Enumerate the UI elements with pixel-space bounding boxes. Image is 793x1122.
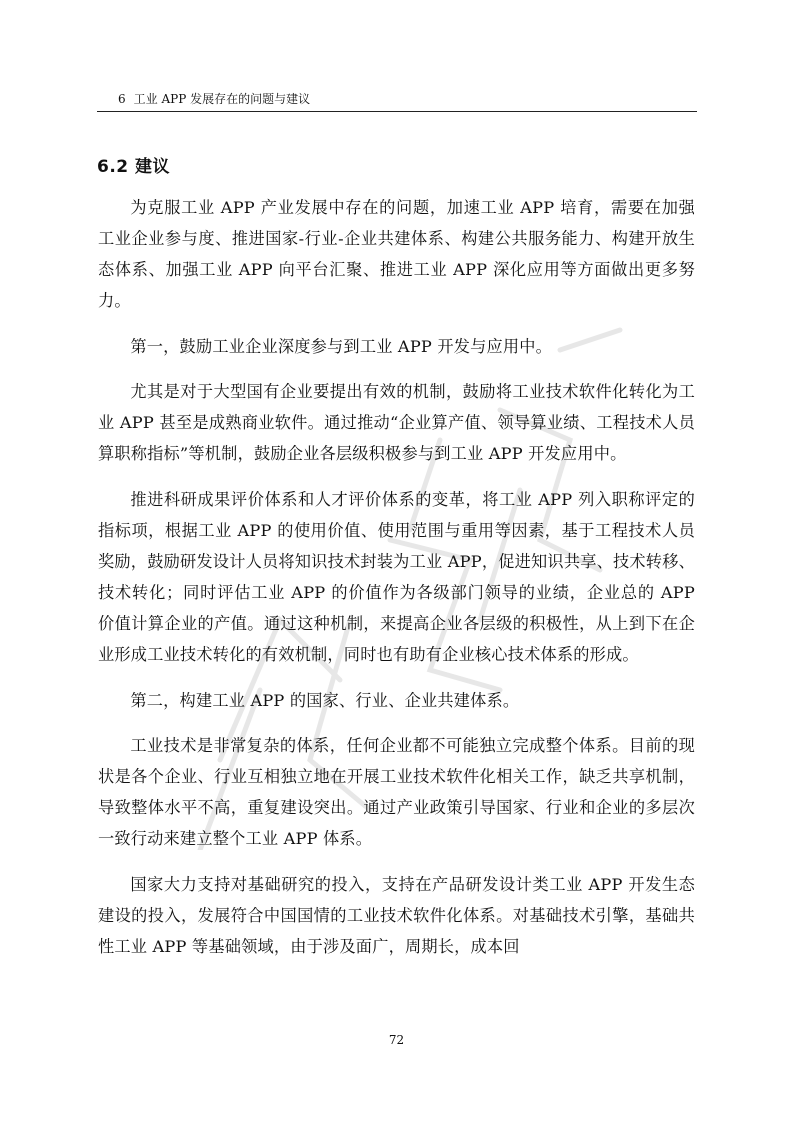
paragraph: 工业技术是非常复杂的体系，任何企业都不可能独立完成整个体系。目前的现状是各个企业、行业互相独立地在开展工业技术软件化相关工作，缺乏共享机制，导致整体水平不高，重复建设突出。通过产业政策引导国家、行业和企业的多层次一致行动来建立整个工业 APP 体系。 <box>98 736 695 848</box>
header-chapter-title: 工业 APP 发展存在的问题与建议 <box>133 92 311 106</box>
paragraph-point-one: 第一，鼓励工业企业深度参与到工业 APP 开发与应用中。 <box>130 337 553 356</box>
running-header <box>97 91 697 107</box>
header-chapter-number: 6 <box>118 92 126 106</box>
page-number: 72 <box>388 1033 405 1047</box>
paragraph: 为克服工业 APP 产业发展中存在的问题，加速工业 APP 培育，需要在加强工业企业参与度、推进国家-行业-企业共建体系、构建公共服务能力、构建开放生态体系、加强工业 APP 向平台汇聚、推进工业 APP 深化应用等方面做出更多努力。 <box>98 198 695 310</box>
header-rule <box>97 111 697 112</box>
paragraph: 推进科研成果评价体系和人才评价体系的变革，将工业 APP 列入职称评定的指标项，根据工业 APP 的使用价值、使用范围与重用等因素，基于工程技术人员奖励，鼓励研发设计人员将知识技术封装为工业 APP，促进知识共享、技术转移、技术转化；同时评估工业 APP 的价值作为各级部门领导的业绩，企业总的 APP 价值计算企业的产值。通过这种机制，来提高企业各层级的积极性，从上到下在企业形成工业技术转化的有效机制，同时也有助有企业核心技术体系的形成。 <box>98 490 695 664</box>
paragraph: 国家大力支持对基础研究的投入，支持在产品研发设计类工业 APP 开发生态建设的投入，发展符合中国国情的工业技术软件化体系。对基础技术引擎，基础共性工业 APP 等基础领域，由于涉及面广，周期长，成本回 <box>98 875 695 956</box>
paragraph-point-two: 第二，构建工业 APP 的国家、行业、企业共建体系。 <box>130 691 520 710</box>
paragraph: 尤其是对于大型国有企业要提出有效的机制，鼓励将工业技术软件化转化为工业 APP 甚至是成熟商业软件。通过推动“企业算产值、领导算业绩、工程技术人员算职称指标”等机制，鼓励企业各层级积极参与到工业 APP 开发应用中。 <box>98 382 695 463</box>
body-text <box>98 192 695 977</box>
section-title: 6.2 建议 <box>97 157 171 177</box>
